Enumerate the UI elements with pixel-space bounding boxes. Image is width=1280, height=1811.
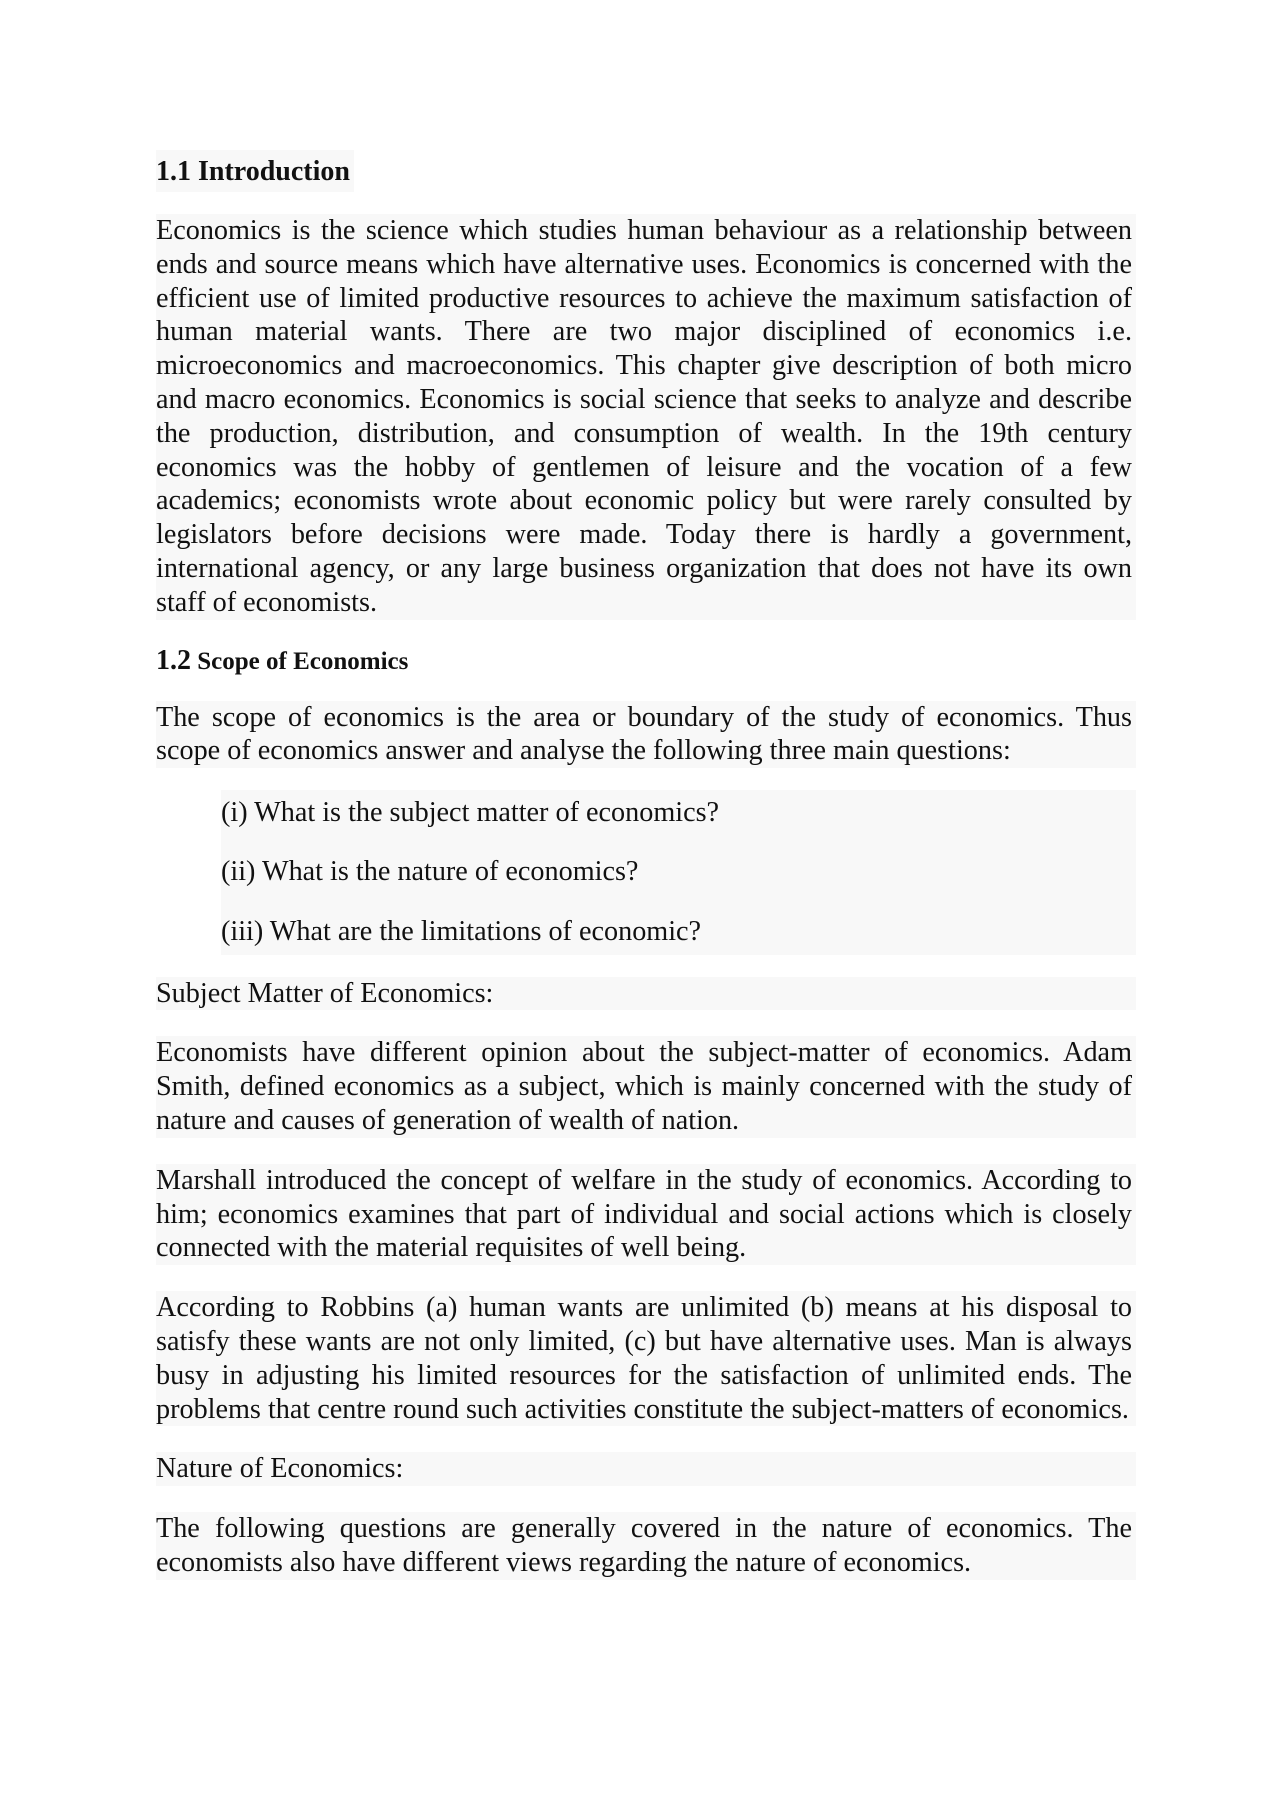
subject-matter-paragraph-marshall: Marshall introduced the concept of welfare in the study of economics. According to him; economics examines that part of individual and social actions which is closely connected with the material requisites of well being.: [156, 1164, 1132, 1264]
introduction-heading-text: 1.1 Introduction: [156, 156, 350, 187]
section-heading-introduction: [156, 150, 354, 192]
nature-heading-block: [156, 1452, 1136, 1486]
scope-question-item: (i) What is the subject matter of economics?: [221, 797, 720, 829]
scope-paragraph: The scope of economics is the area or boundary of the study of economics. Thus scope of economics answer and analyse the following three main questions:: [156, 701, 1132, 767]
nature-paragraph-block: [156, 1512, 1136, 1580]
subject-matter-paragraph-smith: Economists have different opinion about the subject-matter of economics. Adam Smith, defined economics as a subject, which is mainly concerned with the study of nature and causes of generation of wealth of nation.: [156, 1037, 1132, 1136]
introduction-paragraph-block: [156, 214, 1136, 620]
document-body: [156, 150, 1136, 1580]
scope-question-item: (iii) What are the limitations of economic?: [221, 915, 702, 947]
subject-matter-paragraph-block: [156, 1036, 1136, 1137]
nature-heading: Nature of Economics:: [156, 1453, 404, 1485]
subject-matter-paragraph-robbins: According to Robbins (a) human wants are unlimited (b) means at his disposal to satisfy these wants are not only limited, (c) but have alternative uses. Man is always busy in adjusting his limited resources for the satisfaction of unlimited ends. The problems that centre round such activities constitute the subject-matters of economics.: [156, 1292, 1132, 1425]
scope-paragraph-block: [156, 701, 1136, 769]
section-heading-scope: [156, 639, 408, 681]
subject-matter-paragraph-block: [156, 1164, 1136, 1265]
subject-matter-paragraph-block: [156, 1291, 1136, 1426]
scope-questions-list: [221, 790, 1136, 954]
nature-paragraph: The following questions are generally covered in the nature of economics. The economists also have different views regarding the nature of economics.: [156, 1513, 1132, 1578]
subject-matter-heading-block: [156, 977, 1136, 1011]
scope-question-item: (ii) What is the nature of economics?: [221, 856, 639, 888]
scope-heading-text: Scope of Economics: [197, 647, 409, 675]
introduction-paragraph: Economics is the science which studies human behaviour as a relationship between ends and source means which have alternative uses. Economics is concerned with the efficient use of limited productive resources to achieve the maximum satisfaction of human material wants. There are two major disciplined of economics i.e. microeconomics and macroeconomics. This chapter give description of both micro and macro economics. Economics is social science that seeks to analyze and describe the production, distribution, and consumption of wealth. In the 19th century economics was the hobby of gentlemen of leisure and the vocation of a few academics; economists wrote about economic policy but were rarely consulted by legislators before decisions were made. Today there is hardly a government, international agency, or any large business organization that does not have its own staff of economists.: [156, 215, 1132, 618]
subject-matter-heading: Subject Matter of Economics:: [156, 977, 494, 1009]
scope-heading-number: 1.2: [156, 644, 191, 676]
